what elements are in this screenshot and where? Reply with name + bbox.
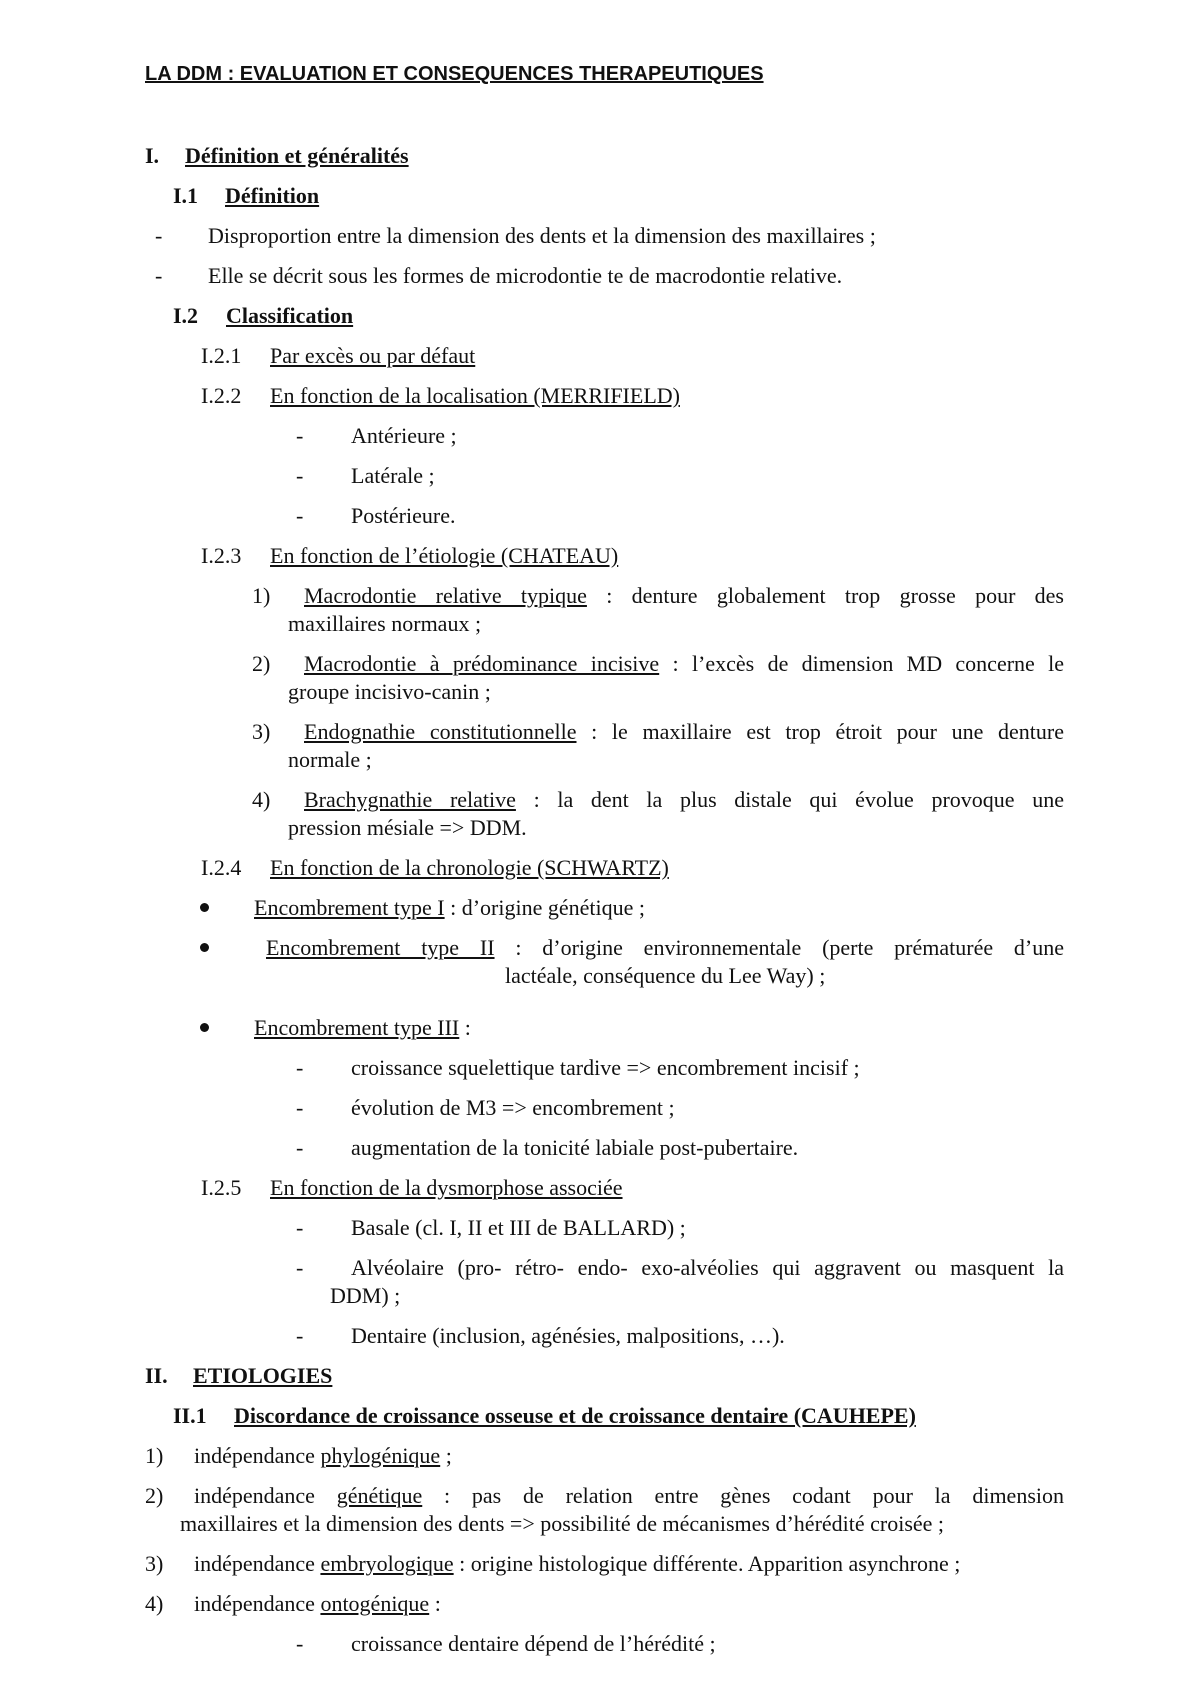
section-1-2-2-number: I.2.2 xyxy=(201,383,242,408)
dash-bullet: - xyxy=(155,223,163,248)
dash-bullet: - xyxy=(296,1255,304,1280)
crowding-term: Encombrement type III xyxy=(254,1015,460,1040)
section-1-title: Définition et généralités xyxy=(185,143,409,168)
dash-bullet: - xyxy=(296,1135,304,1160)
independence-description: ; xyxy=(440,1443,452,1468)
etiology-term: Brachygnathie relative xyxy=(304,787,516,812)
dysmorphosis-item: Alvéolaire (pro- rétro- endo- exo-alvéolies qui aggravent ou masquent la xyxy=(351,1255,1064,1280)
section-1-number: I. xyxy=(145,143,160,168)
section-2-1-title: Discordance de croissance osseuse et de croissance dentaire (CAUHEPE) xyxy=(234,1403,916,1428)
crowding-type-3 xyxy=(254,1014,471,1042)
section-1-2-5-title: En fonction de la dysmorphose associée xyxy=(270,1175,623,1200)
section-1-1-number: I.1 xyxy=(173,183,199,208)
dysmorphosis-item: Dentaire (inclusion, agénésies, malpositions, …). xyxy=(351,1323,785,1348)
section-2-number: II. xyxy=(145,1363,168,1388)
section-1-2-5-number: I.2.5 xyxy=(201,1175,242,1200)
section-2-title: ETIOLOGIES xyxy=(193,1363,333,1388)
etiology-continuation: pression mésiale => DDM. xyxy=(288,815,527,840)
definition-item: Elle se décrit sous les formes de microdontie te de macrodontie relative. xyxy=(208,263,843,288)
independence-prefix: indépendance xyxy=(194,1483,337,1508)
crowding-description: : d’origine génétique ; xyxy=(444,895,645,920)
section-1-2-3-number: I.2.3 xyxy=(201,543,242,568)
section-1-1-title: Définition xyxy=(225,183,320,208)
definition-item: Disproportion entre la dimension des dents et la dimension des maxillaires ; xyxy=(208,223,876,248)
etiology-item-3 xyxy=(304,718,1064,746)
list-number: 3) xyxy=(252,719,271,744)
dash-bullet: - xyxy=(296,463,304,488)
independence-description: : pas de relation entre gènes codant pour la dimension xyxy=(422,1483,1064,1508)
crowding-type-1 xyxy=(254,894,645,922)
crowding-type-2 xyxy=(266,934,1064,962)
dash-bullet: - xyxy=(296,1055,304,1080)
etiology-description: : la dent la plus distale qui évolue provoque une xyxy=(515,787,1064,812)
document-title: LA DDM : EVALUATION ET CONSEQUENCES THERAPEUTIQUES xyxy=(145,63,764,85)
etiology-continuation: groupe incisivo-canin ; xyxy=(288,679,491,704)
crowding-sub-item: croissance squelettique tardive => encombrement incisif ; xyxy=(351,1055,860,1080)
etiology-description: : l’excès de dimension MD concerne le xyxy=(659,651,1064,676)
list-number: 2) xyxy=(145,1483,164,1508)
list-number: 1) xyxy=(252,583,271,608)
etiology-item-1 xyxy=(304,582,1064,610)
dash-bullet: - xyxy=(296,1215,304,1240)
section-1-2-3-title: En fonction de l’étiologie (CHATEAU) xyxy=(270,543,619,568)
independence-description: : xyxy=(429,1591,441,1616)
independence-prefix: indépendance xyxy=(194,1591,321,1616)
independence-description: : origine histologique différente. Apparition asynchrone ; xyxy=(453,1551,961,1576)
independence-prefix: indépendance xyxy=(194,1443,321,1468)
list-number: 4) xyxy=(145,1591,164,1616)
crowding-description: : d’origine environnementale (perte prématurée d’une xyxy=(494,935,1064,960)
crowding-continuation: lactéale, conséquence du Lee Way) ; xyxy=(505,963,826,988)
bullet-dot xyxy=(200,934,209,962)
etiology-continuation: normale ; xyxy=(288,747,372,772)
section-1-2-4-number: I.2.4 xyxy=(201,855,242,880)
section-1-2-2-title: En fonction de la localisation (MERRIFIELD) xyxy=(270,383,680,408)
dash-bullet: - xyxy=(155,263,163,288)
independence-term: phylogénique xyxy=(320,1443,441,1468)
section-1-2-1-number: I.2.1 xyxy=(201,343,242,368)
section-1-2-1-title: Par excès ou par défaut xyxy=(270,343,476,368)
independence-item-4 xyxy=(194,1590,441,1618)
section-1-2-4-title: En fonction de la chronologie (SCHWARTZ) xyxy=(270,855,669,880)
independence-term: embryologique xyxy=(320,1551,454,1576)
etiology-item-2 xyxy=(304,650,1064,678)
independence-item-2 xyxy=(194,1482,1064,1510)
bullet-dot xyxy=(200,1014,209,1042)
etiology-item-4 xyxy=(304,786,1064,814)
ontogenic-sub-item: croissance dentaire dépend de l’hérédité ; xyxy=(351,1631,716,1656)
independence-term: ontogénique xyxy=(320,1591,430,1616)
dash-bullet: - xyxy=(296,423,304,448)
list-number: 1) xyxy=(145,1443,164,1468)
etiology-term: Macrodontie à prédominance incisive xyxy=(304,651,660,676)
crowding-sub-item: évolution de M3 => encombrement ; xyxy=(351,1095,675,1120)
localisation-item: Antérieure ; xyxy=(351,423,457,448)
dash-bullet: - xyxy=(296,1631,304,1656)
independence-term: génétique xyxy=(336,1483,423,1508)
dysmorphosis-item: Basale (cl. I, II et III de BALLARD) ; xyxy=(351,1215,686,1240)
etiology-term: Endognathie constitutionnelle xyxy=(304,719,577,744)
dysmorphosis-continuation: DDM) ; xyxy=(330,1283,401,1308)
section-1-2-title: Classification xyxy=(226,303,354,328)
crowding-term: Encombrement type II xyxy=(266,935,495,960)
dash-bullet: - xyxy=(296,503,304,528)
crowding-term: Encombrement type I xyxy=(254,895,445,920)
independence-prefix: indépendance xyxy=(194,1551,321,1576)
list-number: 4) xyxy=(252,787,271,812)
list-number: 2) xyxy=(252,651,271,676)
etiology-continuation: maxillaires normaux ; xyxy=(288,611,482,636)
crowding-description: : xyxy=(459,1015,471,1040)
dash-bullet: - xyxy=(296,1095,304,1120)
independence-continuation: maxillaires et la dimension des dents => possibilité de mécanismes d’hérédité croisée ; xyxy=(180,1511,945,1536)
etiology-description: : le maxillaire est trop étroit pour une denture xyxy=(576,719,1064,744)
independence-item-1 xyxy=(194,1442,452,1470)
crowding-sub-item: augmentation de la tonicité labiale post-pubertaire. xyxy=(351,1135,799,1160)
localisation-item: Postérieure. xyxy=(351,503,456,528)
etiology-description: : denture globalement trop grosse pour des xyxy=(586,583,1064,608)
localisation-item: Latérale ; xyxy=(351,463,435,488)
bullet-dot xyxy=(200,894,209,922)
section-1-2-number: I.2 xyxy=(173,303,199,328)
etiology-term: Macrodontie relative typique xyxy=(304,583,587,608)
independence-item-3 xyxy=(194,1550,960,1578)
list-number: 3) xyxy=(145,1551,164,1576)
section-2-1-number: II.1 xyxy=(173,1403,207,1428)
dash-bullet: - xyxy=(296,1323,304,1348)
